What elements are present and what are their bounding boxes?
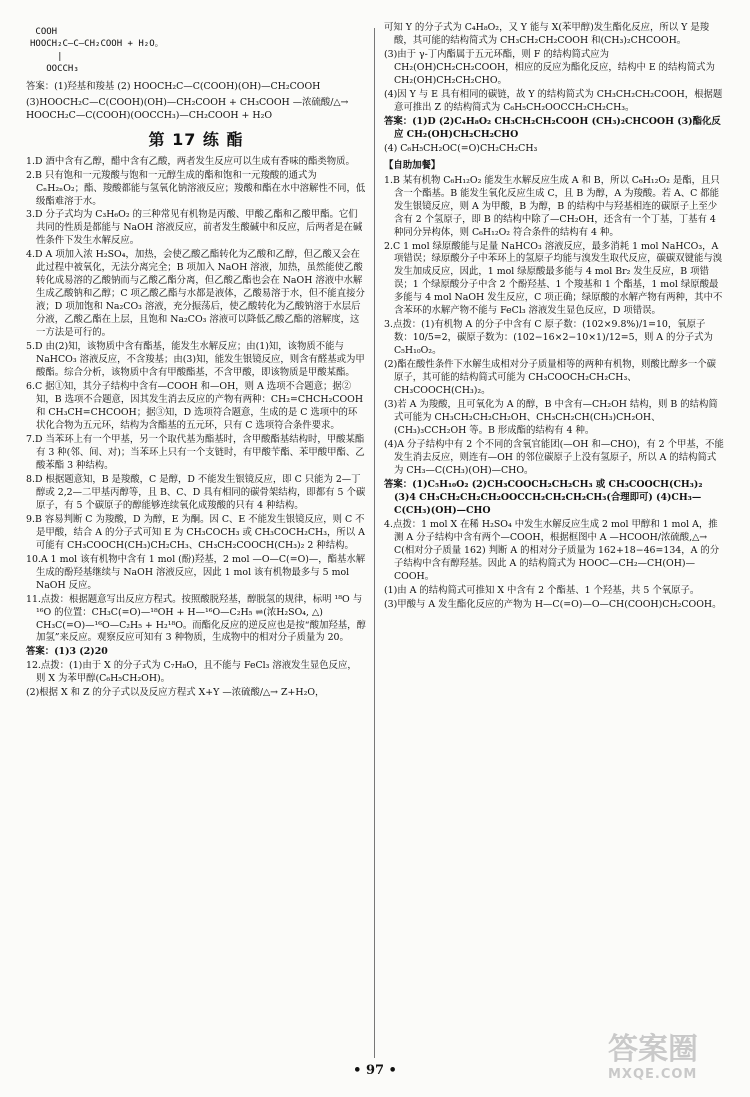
right-item: 1.B 某有机物 C₆H₁₂O₂ 能发生水解反应生成 A 和 B，所以 C₆H₁₂O₂ 是酯，且只含一个酯基。B 能发生氧化反应生成 C，且 B 为醇，A 为羧酸。若 A、C 都能发生银镜反应，则 A 为甲酸，B 为醇，B 的结构中与羟基相连的碳原子上至少含有 2 个氢原子，即 B 的结构中除了—CH₂OH，还含有一个丁基，丁基有 4 种同分异构体，则 C₆H₁₂O₂ 符合条件的结构有 4 种。 <box>384 174 720 238</box>
right-answer: 答案：(1)C₅H₁₀O₂ (2)CH₃COOCH₂CH₂CH₃ 或 CH₃COOCH(CH₃)₂ (3)4 CH₃CH₂CH₂CH₂OOCCH₂CH₂CH₂CH₃(合理即可) (4)CH₃—C(CH₃)(OH)—CHO <box>384 478 703 516</box>
chapter-title: 第 17 练 酯 <box>148 129 244 149</box>
column-divider <box>374 28 375 1058</box>
right-item: 2.C 1 mol 绿原酸能与足量 NaHCO₃ 溶液反应，最多消耗 1 mol NaHCO₃，A 项错误；绿原酸分子中苯环上的氢原子均能与溴发生取代反应，碳碳双键能与溴发生加成反应，因此，1 mol 绿原酸最多能与 4 mol Br₂ 发生反应，B 项错误；1 个绿原酸分子中含 2 个酚羟基、1 个羧基和 1 个酯基，1 mol 绿原酸最多能与 4 mol NaOH 发生反应，C 项正确；绿原酸的水解产物有两种，其中不含苯环的水解产物不能与 FeCl₃ 溶液发生显色反应，D 项错误。 <box>384 240 723 317</box>
top-formula: COOH HOOCH₂C—C—CH₂COOH + H₂O。 | OOCCH₃ <box>30 27 164 75</box>
left-item: 12.点拨：(1)由于 X 的分子式为 C₇H₈O，且不能与 FeCl₃ 溶液发生显色反应，则 X 为苯甲醇(C₆H₅CH₂OH)。 <box>26 660 357 685</box>
watermark-logo <box>608 1034 738 1090</box>
left-item: 4.D A 项加入浓 H₂SO₄，加热，会使乙酸乙酯转化为乙酸和乙醇，但乙酸又会在此过程中被氧化，无法分离完全；B 项加入 NaOH 溶液，加热，虽然能使乙酸转化成易溶的乙酸钠而与乙酸乙酯分离，但乙酸乙酯也会在 NaOH 溶液中水解生成乙酸钠和乙醇；C 项乙酸乙酯与水都是液体，乙酸易溶于水，但不能直接分液；D 项加饱和 Na₂CO₃ 溶液，充分振荡后，使乙酸转化为乙酸钠溶于水层后分液，乙酸乙酯在上层，且饱和 Na₂CO₃ 溶液可以降低乙酸乙酯的溶解度，这一方法是可行的。 <box>26 249 365 339</box>
right-item: (1)由 A 的结构简式可推知 X 中含有 2 个酯基、1 个羟基，共 5 个氧原子。 <box>384 584 700 596</box>
page-number: • 97 • <box>353 1063 397 1078</box>
answer-intro: 答案：(1)羟基和羧基 (2) HOOCH₂C—C(COOH)(OH)—CH₂COOH <box>26 80 321 92</box>
left-column <box>26 22 366 701</box>
left-item: 6.C 据①知，其分子结构中含有—COOH 和—OH，则 A 选项不合题意；据②知，B 选项不合题意，因其发生消去反应的产物有两种：CH₂=CHCH₂COOH 和 CH₃CH=CHCOOH；据③知，D 选项符合题意，生成的是 C 选项中的环状化合物为五元环，结构为含酯基的五元环，只有 C 选项符合条件要求。 <box>26 381 364 431</box>
left-item: 2.B 只有饱和一元羧酸与饱和一元醇生成的酯和饱和一元羧酸的通式为 CₙH₂ₙO₂；酯、羧酸都能与氢氧化钠溶液反应；羧酸和酯在水中溶解性不同，低级酯难溶于水。 <box>26 169 366 207</box>
section-title: 【自助加餐】 <box>384 159 441 171</box>
answer-3: (3)HOOCH₂C—C(COOH)(OH)—CH₂COOH + CH₃COOH —浓硫酸/△→ HOOCH₂C—C(COOH)(OOCCH₃)—CH₂COOH + H₂O <box>26 96 349 121</box>
left-item: 10.A 1 mol 该有机物中含有 1 mol (酚)羟基，2 mol —O—C(=O)—，酯基水解生成的酚羟基继续与 NaOH 溶液反应，因此 1 mol 该有机物最多与 5 mol NaOH 反应。 <box>26 553 366 591</box>
left-item: 1.D 酒中含有乙醇，醋中含有乙酸，两者发生反应可以生成有香味的酯类物质。 <box>26 155 355 167</box>
right-item: (3)若 A 为羧酸，且可氧化为 A 的醇，B 中含有—CH₂OH 结构，则 B 的结构简式可能为 CH₃CH₂CH₂CH₂OH、CH₃CH₂CH(CH₃)CH₂OH、(CH₃)₃CCH₂OH 等。B 形成酯的结构有 4 种。 <box>384 399 718 437</box>
left-answer: 答案：(1)3 (2)20 <box>26 646 108 658</box>
right-column <box>384 22 724 613</box>
right-item: (2)酯在酸性条件下水解生成相对分子质量相等的两种有机物，则酸比醇多一个碳原子，其可能的结构简式可能为 CH₃COOCH₂CH₂CH₃、CH₃COOCH(CH₃)₂。 <box>384 359 717 397</box>
left-item: 5.D 由(2)知，该物质中含有酯基，能发生水解反应；由(1)知，该物质不能与 NaHCO₃ 溶液反应，不含羧基；由(3)知，能发生银镜反应，则含有醛基或为甲酸酯。综合分析，该物质中含有甲酸酯基，不含甲酸，即该物质是甲酸某酯。 <box>26 341 365 379</box>
right-item: (4)A 分子结构中有 2 个不同的含氧官能团(—OH 和—CHO)，有 2 个甲基，不能发生消去反应，则连有—OH 的邻位碳原子上没有氢原子，所以 A 的结构简式为 CH₃—C(CH₃)(OH)—CHO。 <box>384 439 724 476</box>
right-answer: 答案：(1)D (2)C₄H₈O₂ CH₃CH₂CH₂COOH (CH₃)₂CHCOOH (3)酯化反应 CH₂(OH)CH₂CH₂CHO <box>384 115 721 140</box>
left-item: 8.D 根据题意知，B 是羧酸，C 是醇，D 不能发生银镜反应，即 C 只能为 2—丁醇或 2,2—二甲基丙醇等，且 B、C、D 具有相同的碳骨架结构，即都有 5 个碳原子，有 5 个碳原子的醇能够连续氧化成羧酸的只有 4 种结构。 <box>26 473 366 511</box>
right-item: 3.点拨：(1)有机物 A 的分子中含有 C 原子数：(102×9.8%)/1=10，氧原子数：10/5=2，碳原子数为：(102−16×2−10×1)/12=5，则 A 的分子式为 C₅H₁₀O₂。 <box>384 319 713 357</box>
right-item: (3)甲酸与 A 发生酯化反应的产物为 H—C(=O)—O—CH(COOH)CH₂COOH。 <box>384 598 722 610</box>
left-item: 3.D 分子式均为 C₃H₆O₂ 的三种常见有机物是丙酸、甲酸乙酯和乙酸甲酯。它们共同的性质是都能与 NaOH 溶液反应，前者发生酸碱中和反应，后两者是在碱性条件下发生水解反应。 <box>26 209 363 247</box>
left-item: (2)根据 X 和 Z 的分子式以及反应方程式 X+Y —浓硫酸/△→ Z+H₂O， <box>26 687 325 699</box>
watermark-bottom: MXQE.COM <box>608 1067 698 1082</box>
watermark-top: 答案圈 <box>608 1032 698 1067</box>
left-item: 11.点拨：根据题意写出反应方程式。按照酸脱羟基，醇脱氢的规律，标明 ¹⁸O 与 ¹⁶O 的位置：CH₃C(=O)—¹⁸OH + H—¹⁶O—C₂H₅ ⇌(浓H₂SO₄, △) CH₃C(=O)—¹⁶O—C₂H₅ + H₂¹⁸O。而酯化反应的逆反应也是按“酸加羟基，醇加氢”来反应。观察反应可知有 3 种物质，生成物中的相对分子质量为 20。 <box>26 593 366 644</box>
right-item: 4.点拨：1 mol X 在稀 H₂SO₄ 中发生水解反应生成 2 mol 甲醇和 1 mol A，推测 A 分子结构中含有两个—COOH，根据框图中 A —HCOOH/浓硫酸,△→ C(相对分子质量 162) 判断 A 的相对分子质量为 162+18−46=134，A 的分子结构中含有醇羟基。因此 A 的结构简式为 HOOC—CH₂—CH(OH)—COOH。 <box>384 518 720 582</box>
right-item: (4) C₆H₅CH₂OC(=O)CH₂CH₂CH₃ <box>384 142 538 154</box>
right-item: (3)由于 γ-丁内酯属于五元环酯，则 F 的结构简式应为 CH₂(OH)CH₂CH₂COOH，相应的反应为酯化反应，结构中 E 的结构简式为 CH₂(OH)CH₂CH₂CHO。 <box>384 48 715 86</box>
left-item: 9.B 容易判断 C 为羧酸，D 为醇，E 为酮。因 C、E 不能发生银镜反应，则 C 不是甲酸，结合 A 的分子式可知 E 为 CH₃COCH₃ 或 CH₃COCH₂CH₃，所以 A 可能有 CH₃COOCH(CH₃)CH₂CH₃、CH₃CH₂COOCH(CH₃)₂ 2 种结构。 <box>26 513 365 551</box>
right-item: (4)因 Y 与 E 具有相同的碳链，故 Y 的结构简式为 CH₃CH₂CH₂COOH，根据题意可推出 Z 的结构简式为 C₆H₅CH₂OOCCH₂CH₂CH₃。 <box>384 88 723 113</box>
right-item: 可知 Y 的分子式为 C₄H₈O₂，又 Y 能与 X(苯甲醇)发生酯化反应，所以 Y 是羧酸，其可能的结构简式为 CH₃CH₂CH₂COOH 和(CH₃)₂CHCOOH。 <box>384 22 710 46</box>
left-item: 7.D 当苯环上有一个甲基，另一个取代基为酯基时，含甲酸酯基结构时，甲酸某酯有 3 种(邻、间、对)；当苯环上只有一个支链时，有甲酸苄酯、苯甲酸甲酯、乙酸苯酯 3 种结构。 <box>26 433 365 471</box>
